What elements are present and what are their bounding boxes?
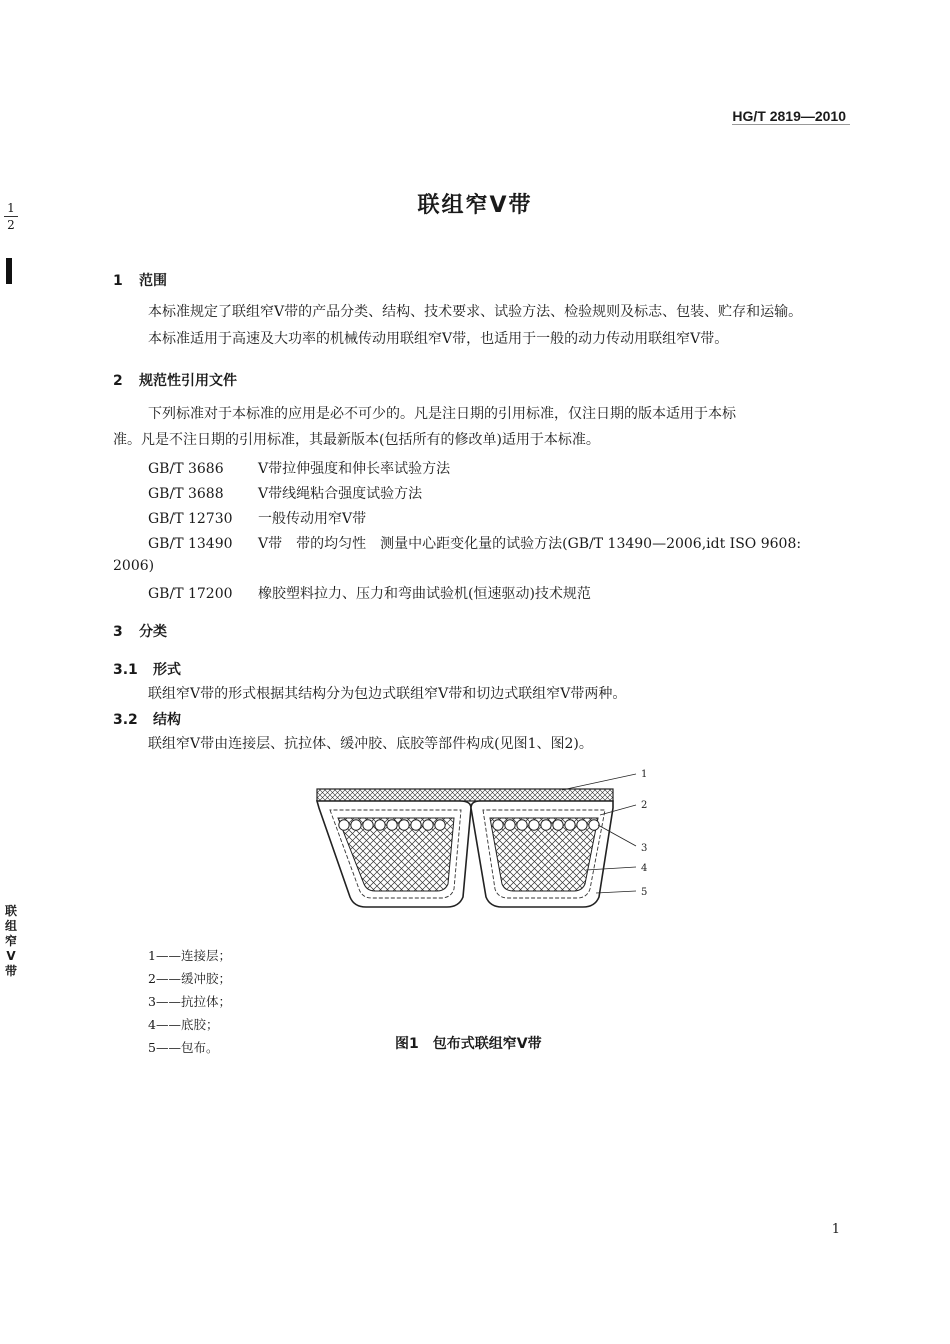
reference-code: GB/T 3686 bbox=[148, 461, 224, 477]
paragraph: 联组窄V带的形式根据其结构分为包边式联组窄V带和切边式联组窄V带两种。 bbox=[148, 686, 627, 702]
v-belt-cross-section-figure bbox=[300, 760, 660, 920]
reference-code: GB/T 3688 bbox=[148, 486, 224, 502]
paragraph: 联组窄V带由连接层、抗拉体、缓冲胶、底胶等部件构成(见图1、图2)。 bbox=[148, 736, 593, 752]
subsection-title: 形式 bbox=[153, 662, 181, 678]
callout-2: 2 bbox=[641, 800, 648, 811]
margin-char: 联 bbox=[4, 904, 17, 918]
callout-3: 3 bbox=[641, 843, 648, 854]
connecting-layer bbox=[317, 789, 613, 801]
subsection-title: 结构 bbox=[153, 712, 181, 728]
margin-char: 窄 bbox=[4, 934, 17, 948]
margin-char: 带 bbox=[4, 964, 17, 978]
reference-item bbox=[148, 508, 366, 528]
subsection-3-1-heading bbox=[113, 659, 181, 679]
reference-code: GB/T 12730 bbox=[148, 511, 233, 527]
section-3-heading bbox=[113, 621, 167, 641]
page-title: 联组窄V带 bbox=[417, 193, 533, 218]
paragraph: 本标准适用于高速及大功率的机械传动用联组窄V带，也适用于一般的动力传动用联组窄V带。 bbox=[148, 331, 729, 347]
legend-item: 5——包布。 bbox=[148, 1040, 219, 1055]
figure-caption: 图1 包布式联组窄V带 bbox=[395, 1036, 542, 1052]
paragraph: 准。凡是不注日期的引用标准，其最新版本(包括所有的修改单)适用于本标准。 bbox=[113, 432, 600, 448]
callout-4: 4 bbox=[641, 863, 648, 874]
reference-title: 一般传动用窄V带 bbox=[258, 511, 367, 527]
figure-legend bbox=[148, 944, 231, 1059]
reference-title: V带拉伸强度和伸长率试验方法 bbox=[258, 461, 451, 477]
standard-code: HG/T 2819—2010 bbox=[732, 108, 850, 125]
section-title: 范围 bbox=[139, 273, 167, 289]
legend-item: 1——连接层； bbox=[148, 948, 231, 963]
paragraph: 下列标准对于本标准的应用是必不可少的。凡是注日期的引用标准，仅注日期的版本适用于本标 bbox=[148, 406, 736, 422]
reference-code: GB/T 13490 bbox=[148, 536, 233, 552]
reference-title: V带 带的均匀性 测量中心距变化量的试验方法(GB/T 13490—2006,idt ISO 9608: bbox=[258, 536, 802, 552]
reference-item bbox=[148, 458, 450, 478]
reference-item bbox=[148, 533, 801, 553]
reference-title: V带线绳粘合强度试验方法 bbox=[258, 486, 423, 502]
margin-char: 组 bbox=[4, 919, 17, 933]
section-1-heading bbox=[113, 270, 167, 290]
reference-code: GB/T 17200 bbox=[148, 586, 233, 602]
reference-title: 橡胶塑料拉力、压力和弯曲试验机(恒速驱动)技术规范 bbox=[258, 586, 591, 602]
section-2-heading bbox=[113, 370, 237, 390]
reference-continuation: 2006) bbox=[113, 558, 155, 574]
subsection-number: 3.2 bbox=[113, 712, 138, 728]
section-number: 3 bbox=[113, 624, 123, 640]
margin-fraction-top: 1 bbox=[4, 200, 18, 217]
callout-5: 5 bbox=[641, 887, 648, 898]
section-title: 规范性引用文件 bbox=[139, 373, 237, 389]
reference-item bbox=[148, 583, 591, 603]
legend-item: 3——抗拉体； bbox=[148, 994, 231, 1009]
margin-bar bbox=[6, 258, 12, 284]
section-number: 1 bbox=[113, 273, 123, 289]
subsection-number: 3.1 bbox=[113, 662, 138, 678]
section-title: 分类 bbox=[139, 624, 167, 640]
callout-1: 1 bbox=[641, 769, 648, 780]
left-belt-rib bbox=[317, 801, 471, 907]
legend-item: 2——缓冲胶； bbox=[148, 971, 231, 986]
subsection-3-2-heading bbox=[113, 709, 181, 729]
paragraph: 本标准规定了联组窄V带的产品分类、结构、技术要求、试验方法、检验规则及标志、包装、贮存和运输。 bbox=[148, 304, 803, 320]
reference-item bbox=[148, 483, 422, 503]
margin-fraction-bottom: 2 bbox=[7, 218, 15, 232]
section-number: 2 bbox=[113, 373, 123, 389]
legend-item: 4——底胶； bbox=[148, 1017, 219, 1032]
right-belt-rib bbox=[471, 801, 613, 907]
margin-vertical-title bbox=[4, 904, 18, 979]
margin-char: V bbox=[6, 949, 16, 963]
page-number: 1 bbox=[831, 1222, 840, 1237]
